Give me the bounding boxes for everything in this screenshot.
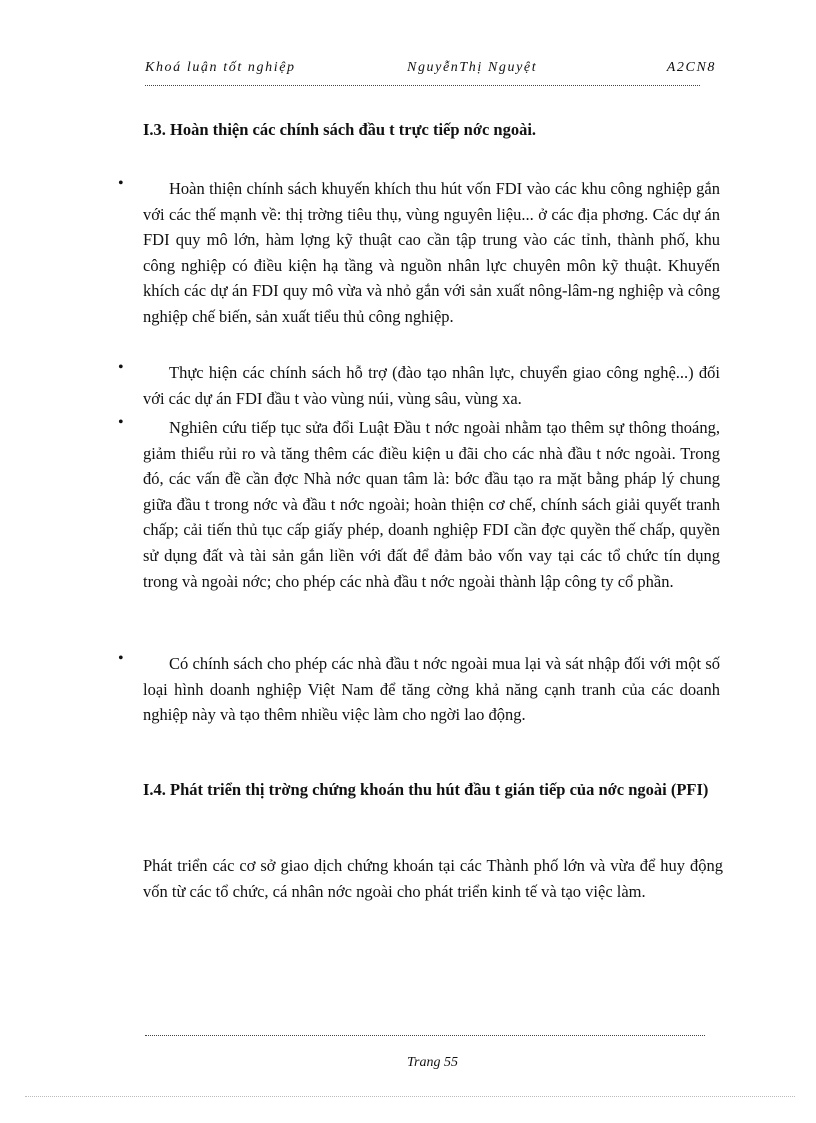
bullet-item-1 [118,176,723,356]
page-number: Trang 55 [407,1055,458,1070]
page-bottom-divider [25,1096,795,1097]
bullet-text-1: Hoàn thiện chính sách khuyến khích thu hút vốn FDI vào các khu công nghiệp gắn với các thế mạnh về: thị trờng tiêu thụ, vùng nguyên liệu... ở các địa phơng. Các dự án FDI quy mô lớn, hàm lợng kỹ thuật cao cần tập trung vào các tỉnh, thành phố, khu công nghiệp có điều kiện hạ tầng và nguồn nhân lực chuyên môn kỹ thuật. Khuyến khích các dự án FDI quy mô vừa và nhỏ gắn với sản xuất nông-lâm-ng nghiệp và công nghiệp chế biến, sản xuất tiểu thủ công nghiệp. [143,179,720,326]
bullet-icon: • [118,414,124,431]
header-divider [145,85,700,86]
section-title-1-3: I.3. Hoàn thiện các chính sách đầu t trực tiếp nớc ngoài. [143,120,537,139]
bullet-item-2 [118,360,723,414]
bullet-item-4 [118,651,723,755]
bullet-text-3: Nghiên cứu tiếp tục sửa đổi Luật Đầu t nớc ngoài nhằm tạo thêm sự thông thoáng, giảm thiểu rủi ro và tăng thêm các điều kiện u đãi cho các nhà đầu t nớc ngoài. Trong đó, các vấn đề cần đợc Nhà nớc quan tâm là: bớc đầu tạo ra mặt bằng pháp lý chung giữa đầu t trong nớc và đầu t nớc ngoài; hoàn thiện cơ chế, chính sách giải quyết tranh chấp; cải tiến thủ tục cấp giấy phép, doanh nghiệp FDI cần đợc quyền thế chấp, quyền sử dụng đất và tài sản gắn liền với đất để đảm bảo vốn vay tại các tổ chức tín dụng trong và ngoài nớc; cho phép các nhà đầu t nớc ngoài thành lập công ty cổ phần. [143,418,720,591]
footer-divider [145,1035,705,1036]
section-1-4-paragraph: Phát triển các cơ sở giao dịch chứng khoán tại các Thành phố lớn và vừa để huy động vốn từ các tổ chức, cá nhân nớc ngoài cho phát triển kinh tế và tạo việc làm. [143,856,723,901]
bullet-icon: • [118,650,124,667]
header-author: NguyễnThị Nguyệt [407,60,538,75]
header-document-type: Khoá luận tốt nghiệp [145,60,296,75]
section-title-1-4: I.4. Phát triển thị trờng chứng khoán thu hút đầu t gián tiếp của nớc ngoài (PFI) [143,780,709,799]
bullet-item-3 [118,415,723,647]
bullet-text-4: Có chính sách cho phép các nhà đầu t nớc ngoài mua lại và sát nhập đối với một số loại hình doanh nghiệp Việt Nam để tăng cờng khả năng cạnh tranh của các doanh nghiệp này và tạo thêm nhiều việc làm cho ngời lao động. [143,654,720,725]
page-header [145,60,720,80]
bullet-icon: • [118,359,124,376]
bullet-icon: • [118,175,124,192]
bullet-text-2: Thực hiện các chính sách hỗ trợ (đào tạo nhân lực, chuyển giao công nghệ...) đối với các dự án FDI đầu t vào vùng núi, vùng sâu, vùng xa. [143,363,720,408]
header-class-code: A2CN8 [666,60,716,75]
